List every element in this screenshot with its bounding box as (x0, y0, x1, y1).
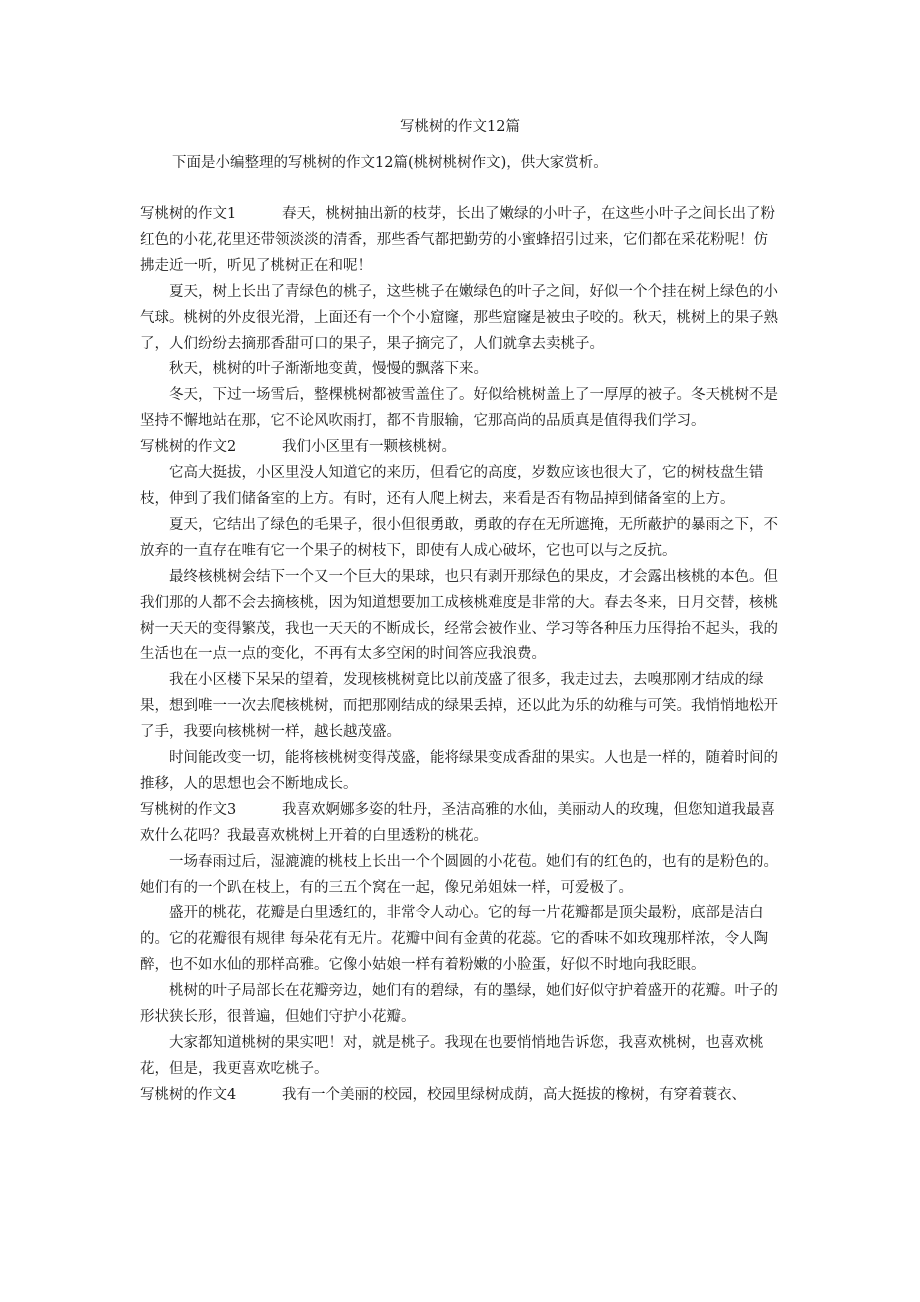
document-body (140, 202, 782, 1109)
paragraph: 一场春雨过后，湿漉漉的桃枝上长出一个个圆圆的小花苞。她们有的红色的，也有的是粉色的。她们有的一个趴在枝上，有的三五个窝在一起，像兄弟姐妹一样，可爱极了。 (140, 853, 778, 896)
essay-opening-text: 我们小区里有一颗核桃树。 (282, 439, 456, 456)
essay-section (140, 1083, 782, 1109)
essay-heading: 写桃树的作文2 (140, 439, 237, 456)
essay-opening-text: 我喜欢婀娜多姿的牡丹，圣洁高雅的水仙，美丽动人的玫瑰，但您知道我最喜欢什么花吗？我最喜欢桃树上开着的白里透粉的桃花。 (140, 801, 775, 844)
essay-first-paragraph (140, 435, 782, 461)
paragraph: 它高大挺拔，小区里没人知道它的来历，但看它的高度，岁数应该也很大了，它的树枝盘生错枝，伸到了我们储备室的上方。有时，还有人爬上树去，来看是否有物品掉到储备室的上方。 (140, 465, 764, 507)
paragraph: 秋天，桃树的叶子渐渐地变黄，慢慢的飘落下来。 (169, 361, 488, 378)
essay-heading: 写桃树的作文4 (140, 1086, 237, 1103)
paragraph: 盛开的桃花，花瓣是白里透红的，非常令人动心。它的每一片花瓣都是顶尖最粉，底部是洁白的。它的花瓣很有规律 每朵花有无片。花瓣中间有金黄的花蕊。它的香味不如玫瑰那样浓，令人陶醉，也不如水仙的那样高雅。它像小姑娘一样有着粉嫩的小脸蛋，好似不时地向我眨眼。 (140, 905, 769, 974)
intro-paragraph: 下面是小编整理的写桃树的作文12篇(桃树桃树作文)，供大家赏析。 (172, 155, 608, 171)
paragraph: 时间能改变一切，能将核桃树变得茂盛，能将绿果变成香甜的果实。人也是一样的，随着时间的推移，人的思想也会不断地成长。 (140, 750, 778, 792)
paragraph: 大家都知道桃树的果实吧！对，就是桃子。我现在也要悄悄地告诉您，我喜欢桃树，也喜欢桃花，但是，我更喜欢吃桃子。 (140, 1035, 764, 1077)
essay-first-paragraph (140, 798, 782, 850)
essay-opening-text: 我有一个美丽的校园，校园里绿树成荫，高大挺拔的橡树，有穿着蓑衣、 (282, 1086, 746, 1103)
essay-section (140, 798, 782, 1083)
essay-heading: 写桃树的作文3 (140, 801, 237, 818)
essay-section (140, 435, 782, 798)
essay-section (140, 202, 782, 435)
paragraph: 夏天，树上长出了青绿色的桃子，这些桃子在嫩绿色的叶子之间，好似一个个挂在树上绿色的小气球。桃树的外皮很光滑，上面还有一个个小窟窿，那些窟窿是被虫子咬的。秋天，桃树上的果子熟了，人们纷纷去摘那香甜可口的果子，果子摘完了，人们就拿去卖桃子。 (140, 283, 778, 352)
essay-first-paragraph (140, 202, 782, 280)
paragraph: 夏天，它结出了绿色的毛果子，很小但很勇敢，勇敢的存在无所遮掩，无所蔽护的暴雨之下，不放弃的一直存在唯有它一个果子的树枝下，即使有人成心破坏，它也可以与之反抗。 (140, 516, 778, 559)
paragraph: 我在小区楼下呆呆的望着，发现核桃树竟比以前茂盛了很多，我走过去，去嗅那刚才结成的绿果，想到唯一一次去爬核桃树，而把那刚结成的绿果丢掉，还以此为乐的幼稚与可笑。我悄悄地松开了手，我要向核桃树一样，越长越茂盛。 (140, 672, 778, 741)
essay-heading: 写桃树的作文1 (140, 206, 237, 222)
paragraph: 最终核桃树会结下一个又一个巨大的果球，也只有剥开那绿色的果皮，才会露出核桃的本色。但我们那的人都不会去摘核桃，因为知道想要加工成核桃难度是非常的大。春去冬来，日月交替，核桃树一天天的变得繁茂，我也一天天的不断成长，经常会被作业、学习等各种压力压得抬不起头，我的生活也在一点一点的变化，不再有太多空闲的时间答应我浪费。 (140, 568, 778, 663)
paragraph: 冬天，下过一场雪后，整棵桃树都被雪盖住了。好似给桃树盖上了一厚厚的被子。冬天桃树不是坚持不懈地站在那，它不论风吹雨打，都不肯服输，它那高尚的品质真是值得我们学习。 (140, 387, 778, 430)
essay-opening-text: 春天，桃树抽出新的枝芽，长出了嫩绿的小叶子，在这些小叶子之间长出了粉红色的小花,花里还带领淡淡的清香，那些香气都把勤劳的小蜜蜂招引过来，它们都在采花粉呢！仿拂走近一听，听见了桃树正在和呢！ (140, 206, 775, 274)
essay-first-paragraph (140, 1083, 782, 1109)
document-title: 写桃树的作文12篇 (400, 119, 520, 135)
paragraph: 桃树的叶子局部长在花瓣旁边，她们有的碧绿，有的墨绿，她们好似守护着盛开的花瓣。叶子的形状狭长形，很普遍，但她们守护小花瓣。 (140, 983, 778, 1026)
